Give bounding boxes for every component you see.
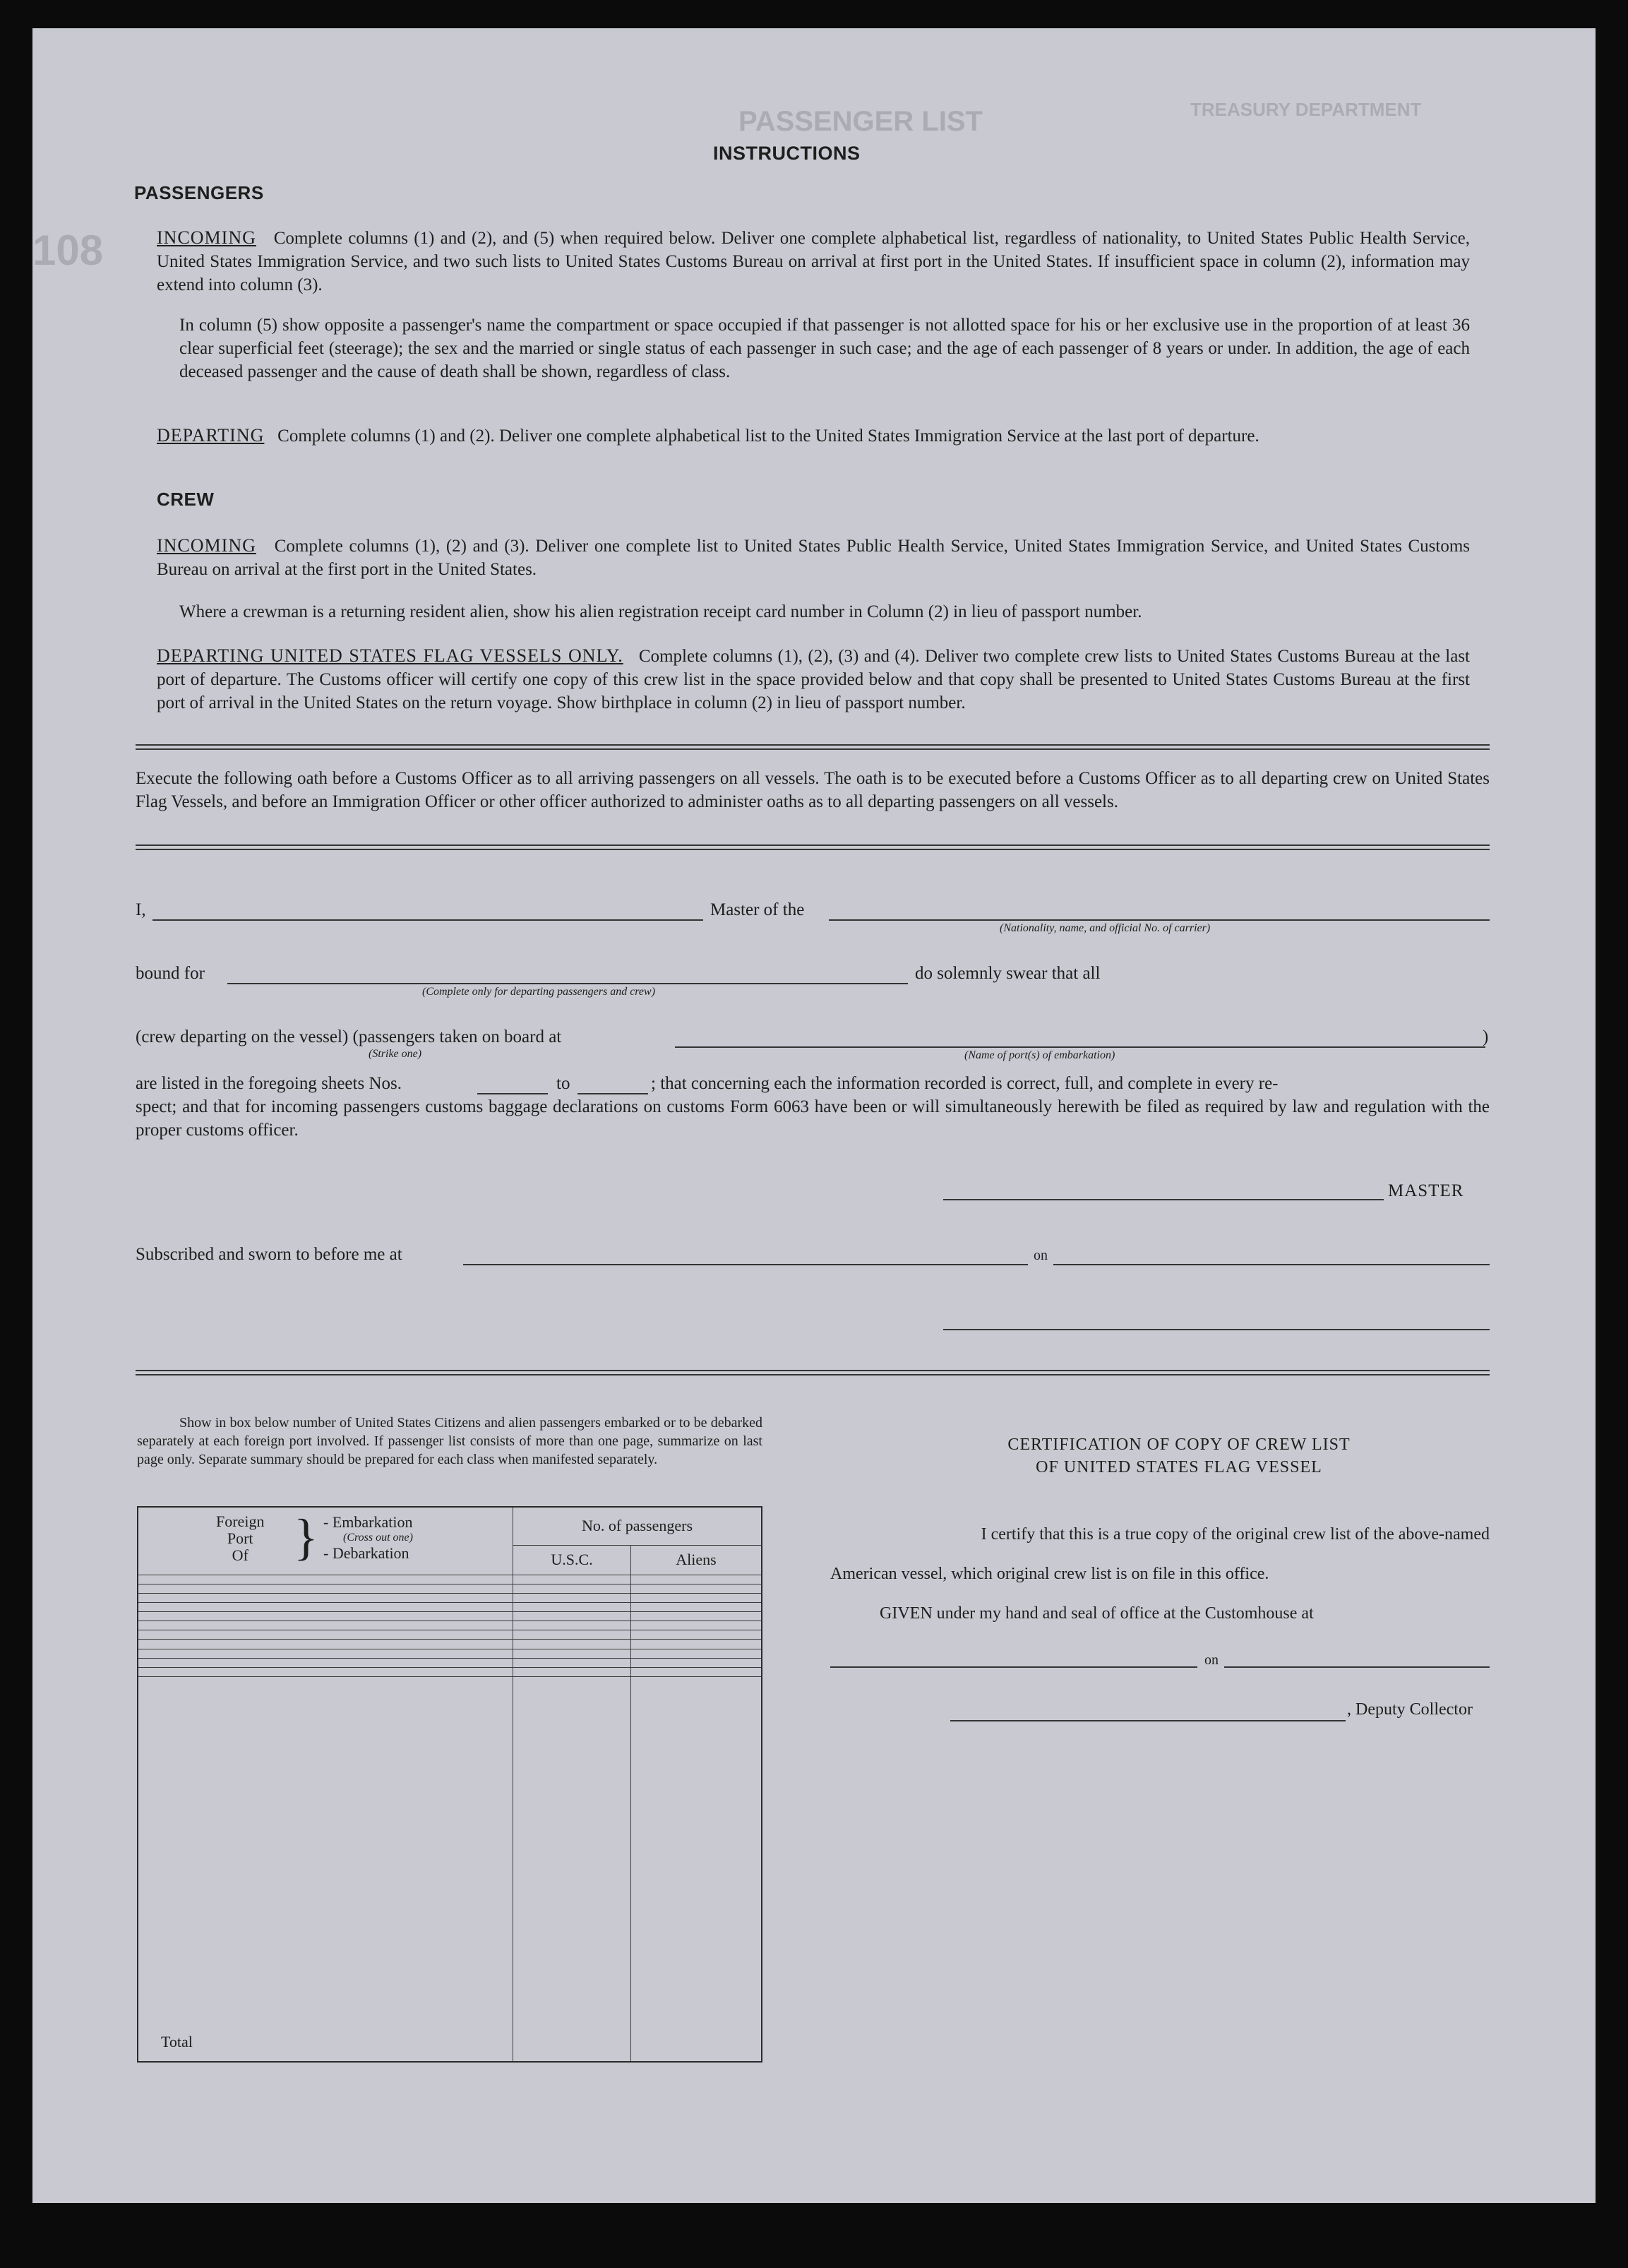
cross-out-hint: (Cross out one) (343, 1532, 413, 1544)
master-of-the-label: Master of the (710, 900, 805, 919)
certify-line-2: American vessel, which original crew list is on file in this office. (830, 1565, 1269, 1583)
total-label: Total (138, 1677, 513, 2062)
strike-hint: (Strike one) (369, 1048, 422, 1060)
cert-on-label: on (1204, 1652, 1219, 1668)
certify-line-1: I certify that this is a true copy of the original crew list of the above-named (981, 1525, 1490, 1544)
brace-glyph: } (294, 1509, 318, 1565)
no-of-passengers-header: No. of passengers (513, 1507, 762, 1545)
bound-for-label: bound for (136, 964, 205, 983)
certification-heading (875, 1433, 1483, 1479)
oath-i-label: I, (136, 900, 146, 919)
deputy-collector-label: , Deputy Collector (1347, 1700, 1473, 1719)
column5-paragraph: In column (5) show opposite a passenger's name the compartment or space occupied if that passenger is not allotted space for his or her exclusive use in the proportion of at least 36 clear superficial feet (steerage); the sex and the married or single status of each passenger in such case; and the age of each passenger of 8 years or under. In addition, the age of each deceased passenger and the cause of death shall be shown, regardless of class. (179, 316, 1470, 381)
double-rule (136, 1370, 1490, 1375)
master-label: MASTER (1388, 1181, 1464, 1200)
deputy-signature-line[interactable] (950, 1720, 1346, 1721)
cert-date-line[interactable] (1224, 1666, 1490, 1668)
crew-heading: CREW (157, 489, 215, 510)
table-row[interactable] (138, 1602, 762, 1611)
sheet-to-line[interactable] (577, 1093, 648, 1094)
crew-departing-label: (crew departing on the vessel) (passengers taken on board at (136, 1027, 562, 1046)
debarkation-label[interactable]: - Debarkation (323, 1544, 409, 1562)
crew-departing-paragraph (157, 644, 1470, 715)
sworn-date-line[interactable] (1053, 1264, 1490, 1265)
passengers-incoming-paragraph (157, 226, 1470, 297)
usc-header: U.S.C. (513, 1545, 631, 1575)
listed-label-a: are listed in the foregoing sheets Nos. (136, 1074, 402, 1093)
sworn-place-line[interactable] (463, 1264, 1028, 1265)
departing-text: Complete columns (1) and (2). Deliver one complete alphabetical list to the United States Immigration Service at the last port of departure. (277, 426, 1259, 446)
passengers-heading: PASSENGERS (134, 182, 264, 203)
given-line: GIVEN under my hand and seal of office at the Customhouse at (880, 1604, 1314, 1623)
bound-hint: (Complete only for departing passengers and crew) (422, 986, 656, 998)
crew-departing-text: Complete columns (1), (2), (3) and (4). Deliver two complete crew lists to United States Customs Bureau at the last port of departure. The Customs officer will certify one copy of this crew list in the space provided below and that copy shall be presented to United States Customs Bureau at the first port of arrival in the United States on the return voyage. Show birthplace in column (2) in lieu of passport number. (157, 647, 1470, 712)
table-row[interactable] (138, 1667, 762, 1676)
crew-incoming-text: Complete columns (1), (2) and (3). Deliver one complete list to United States Public Health Service, United States Immigration Service, and United States Customs Bureau on arrival at the first port in the United States. (157, 537, 1471, 579)
table-row[interactable] (138, 1658, 762, 1667)
carrier-hint: (Nationality, name, and official No. of carrier) (1000, 922, 1211, 934)
table-row[interactable] (138, 1593, 762, 1602)
embarkation-label[interactable]: - Embarkation (323, 1513, 413, 1531)
port-label: Port (227, 1529, 253, 1547)
table-row[interactable] (138, 1621, 762, 1630)
incoming-lead: INCOMING (157, 227, 256, 248)
subscribed-label: Subscribed and sworn to before me at (136, 1245, 402, 1264)
foreign-port-header (138, 1507, 513, 1575)
sworn-on-label: on (1034, 1248, 1048, 1263)
table-row[interactable] (138, 1575, 762, 1584)
carrier-line[interactable] (829, 919, 1490, 921)
embarkation-port-line[interactable] (675, 1046, 1485, 1048)
total-row[interactable] (138, 1677, 762, 2062)
bound-for-line[interactable] (227, 983, 908, 984)
crew-incoming-paragraph (157, 534, 1470, 581)
listed-label-b: ; that concerning each the information recorded is correct, full, and complete in every re- (651, 1074, 1279, 1093)
officer-signature-line[interactable] (943, 1329, 1490, 1330)
passenger-summary-table (137, 1506, 762, 2063)
incoming-text: Complete columns (1) and (2), and (5) when required below. Deliver one complete alphabetical list, regardless of nationality, to United States Public Health Service, United States Immigration Service, and two such lists to United States Customs Bureau on arrival at first port in the United States. If insufficient space in column (2), information may extend into column (3). (157, 229, 1471, 294)
port-hint: (Name of port(s) of embarkation) (964, 1049, 1115, 1061)
bleed-through-number: 108 (32, 227, 104, 274)
customhouse-line[interactable] (830, 1666, 1197, 1668)
aliens-header: Aliens (631, 1545, 762, 1575)
table-row[interactable] (138, 1612, 762, 1621)
master-name-line[interactable] (152, 919, 703, 921)
table-row[interactable] (138, 1584, 762, 1593)
foreign-label: Foreign (216, 1512, 265, 1530)
swear-label: do solemnly swear that all (915, 964, 1101, 983)
master-signature-line[interactable] (943, 1199, 1384, 1200)
listed-to: to (556, 1074, 570, 1093)
close-paren: ) (1483, 1027, 1489, 1046)
table-row[interactable] (138, 1649, 762, 1658)
table-row[interactable] (138, 1640, 762, 1649)
double-rule (136, 844, 1490, 850)
double-rule (136, 744, 1490, 750)
form-page (32, 28, 1596, 2203)
crew-departing-lead: DEPARTING UNITED STATES FLAG VESSELS ONLY. (157, 645, 623, 666)
bleed-through-text: TREASURY DEPARTMENT (1190, 99, 1422, 120)
passengers-departing-paragraph (157, 424, 1470, 448)
of-label: Of (232, 1546, 249, 1564)
summary-instructions: Show in box below number of United States Citizens and alien passengers embarked or to be debarked separately at each foreign port involved. If passenger list consists of more than one page, summarize on last page only. Separate summary should be prepared for each class when manifested separately. (137, 1415, 762, 1467)
crew-incoming-lead: INCOMING (157, 535, 256, 556)
table-row[interactable] (138, 1630, 762, 1640)
certification-heading-2: OF UNITED STATES FLAG VESSEL (1036, 1458, 1322, 1476)
bleed-through-text: PASSENGER LIST (738, 106, 983, 137)
alien-paragraph: Where a crewman is a returning resident alien, show his alien registration receipt card number in Column (2) in lieu of passport number. (179, 602, 1142, 621)
departing-lead: DEPARTING (157, 425, 265, 446)
page-title: INSTRUCTIONS (713, 143, 861, 164)
certification-heading-1: CERTIFICATION OF COPY OF CREW LIST (1007, 1436, 1351, 1454)
sheet-from-line[interactable] (477, 1093, 548, 1094)
oath-intro: Execute the following oath before a Customs Officer as to all arriving passengers on all vessels. The oath is to be executed before a Customs Officer as to all departing crew on United States Flag Vessels, and before an Immigration Officer or other officer authorized to administer oaths as to all departing passengers on all vessels. (136, 769, 1490, 811)
listed-rest: spect; and that for incoming passengers customs baggage declarations on customs Form 6063 have been or will simultaneously herewith be filed as required by law and regulation with the proper customs officer. (136, 1097, 1490, 1140)
